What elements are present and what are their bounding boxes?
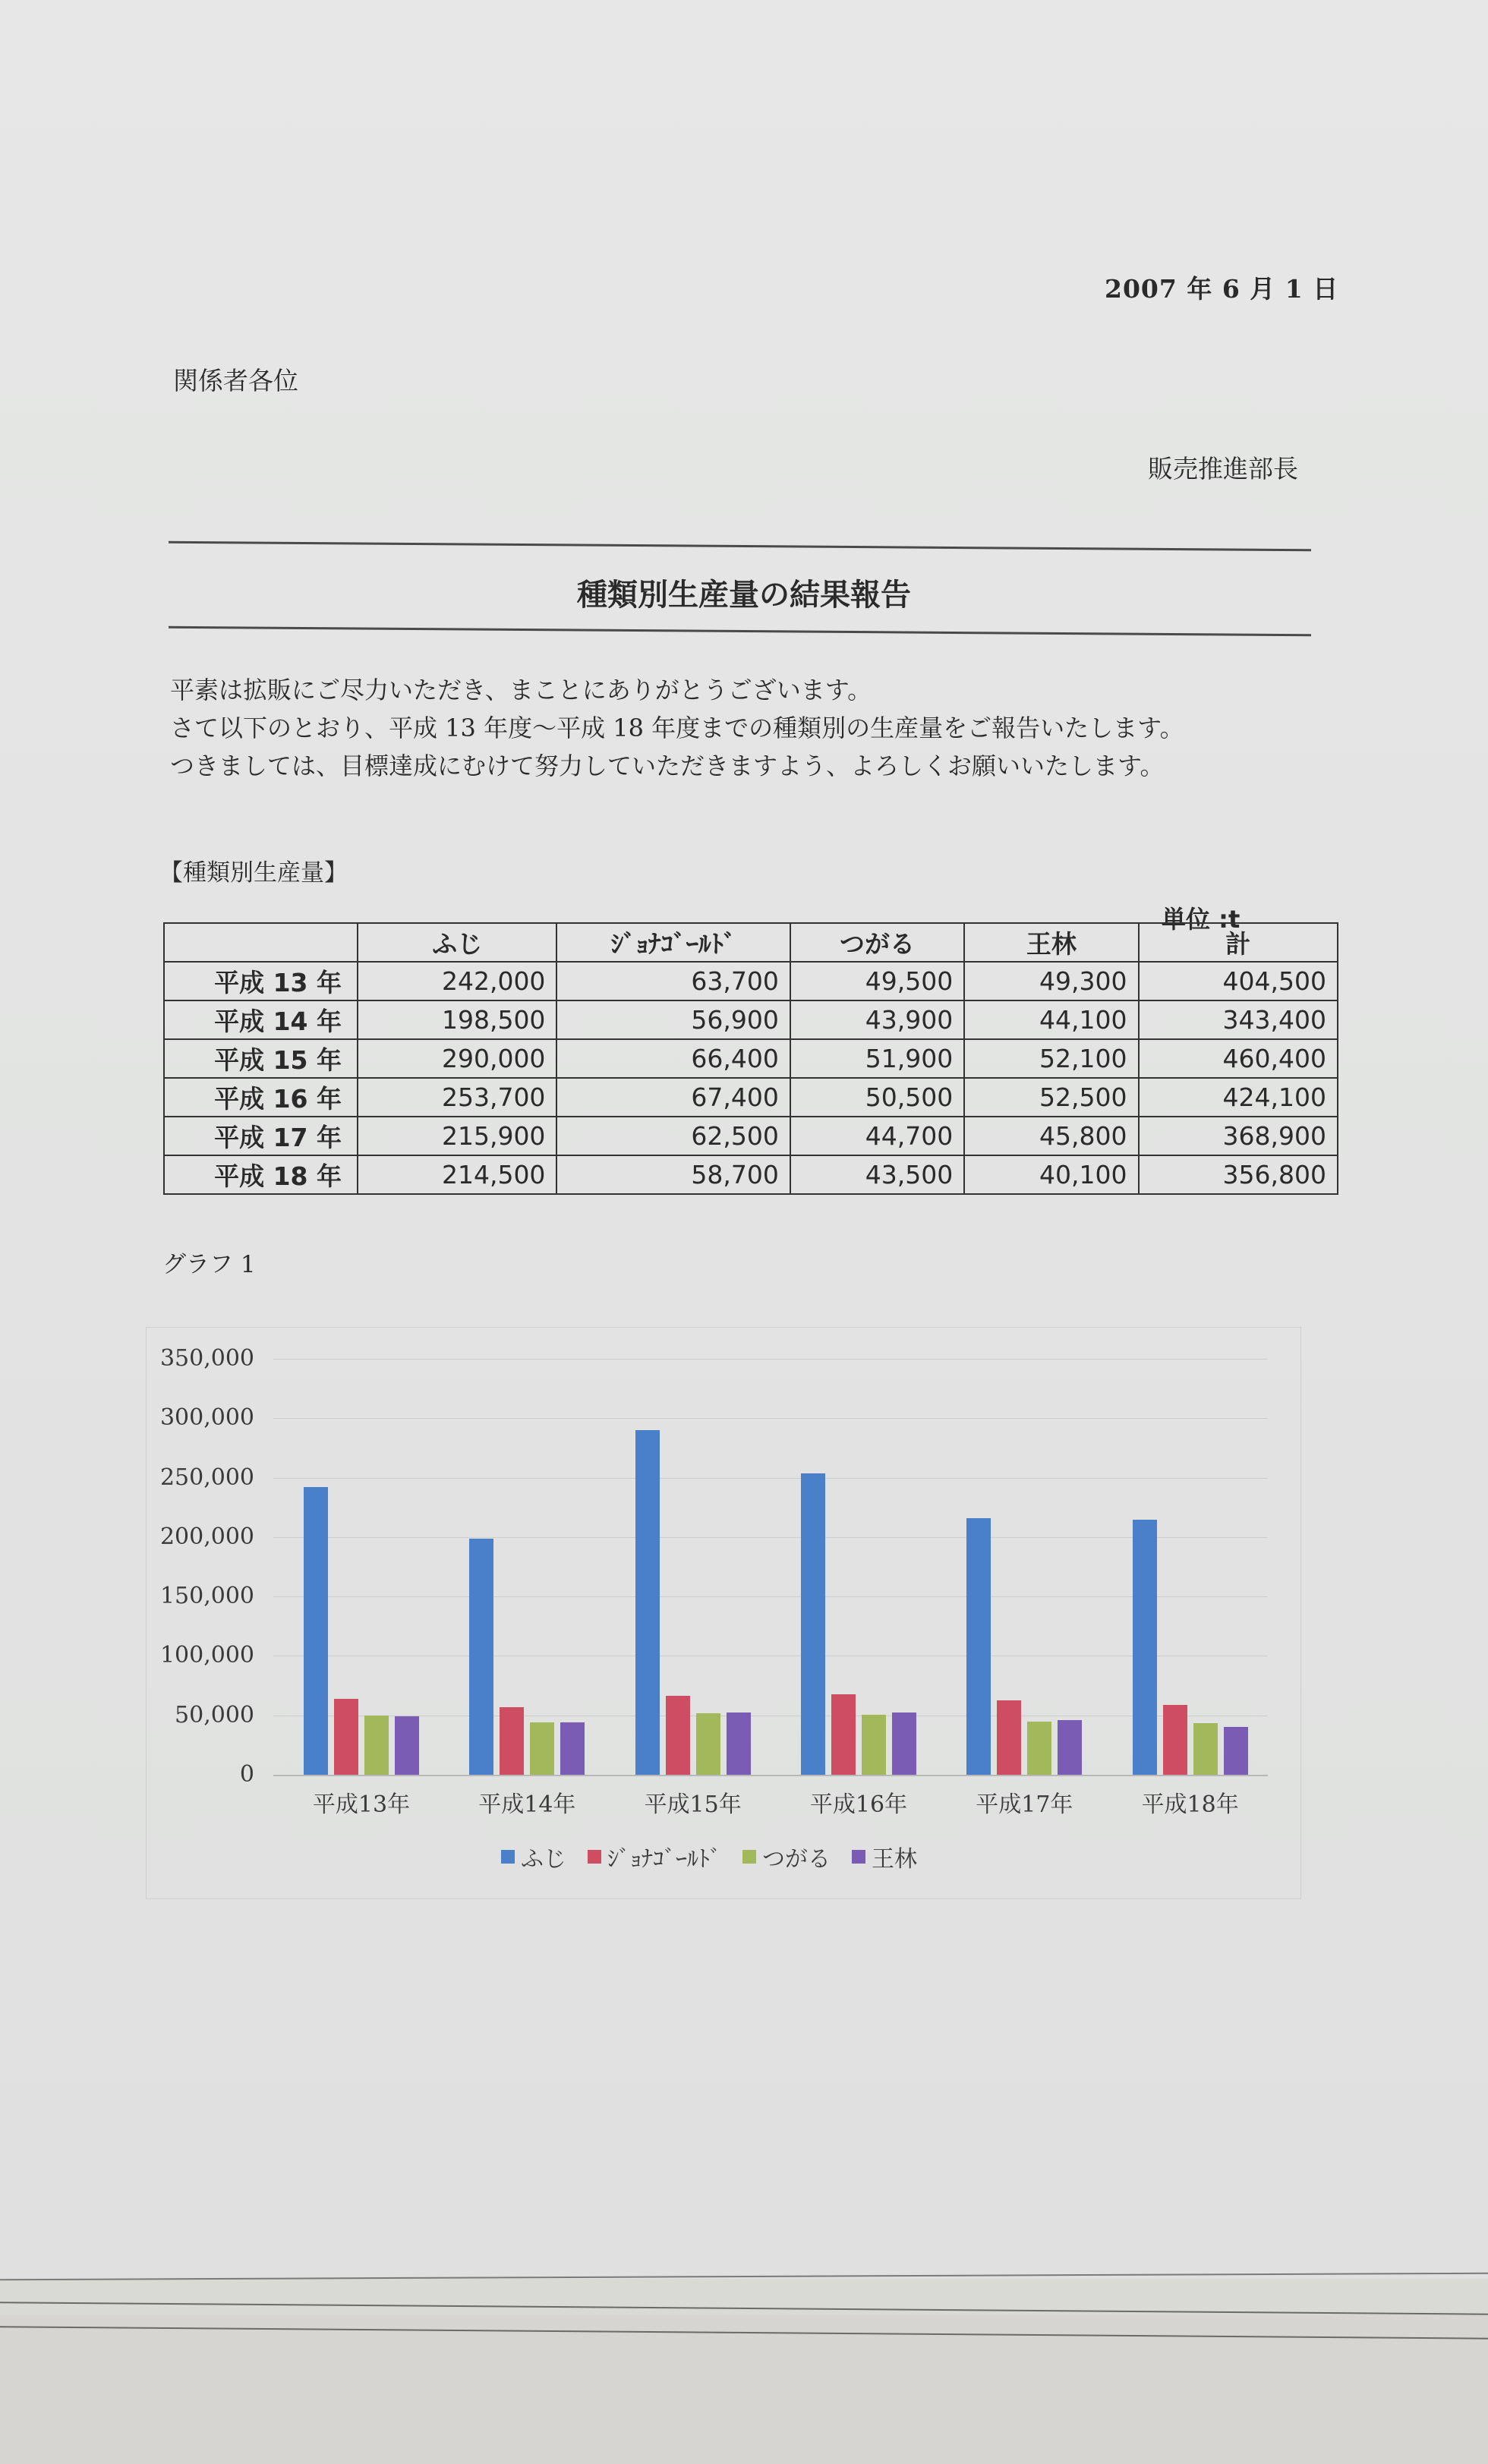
chart-bar (304, 1487, 328, 1775)
gridline (273, 1478, 1268, 1479)
value-cell: 66,400 (556, 1039, 790, 1078)
chart-bar (395, 1716, 419, 1775)
value-cell: 49,300 (964, 962, 1138, 1000)
table-row (164, 1117, 1338, 1155)
row-year-cell: 平成 15 年 (164, 1039, 358, 1078)
table-header-row (164, 923, 1338, 962)
chart-bar (1163, 1705, 1187, 1775)
header-jonagold: ｼﾞｮﾅｺﾞｰﾙﾄﾞ (556, 923, 790, 962)
chart-bar (500, 1707, 524, 1775)
row-year-cell: 平成 14 年 (164, 1000, 358, 1039)
chart-bar (469, 1539, 493, 1775)
y-axis-tick-label: 350,000 (159, 1345, 254, 1372)
value-cell: 58,700 (556, 1155, 790, 1194)
legend-label: つがる (762, 1846, 831, 1873)
legend-item (742, 1840, 831, 1873)
chart-bar (635, 1430, 660, 1775)
value-cell: 44,700 (790, 1117, 964, 1155)
value-cell: 253,700 (358, 1078, 556, 1117)
header-tsugaru: つがる (790, 923, 964, 962)
body-line: さて以下のとおり、平成 13 年度～平成 18 年度までの種類別の生産量をご報告いたします。 (170, 714, 1184, 742)
y-axis-tick-label: 200,000 (159, 1523, 254, 1550)
chart-bar (831, 1694, 856, 1775)
x-axis-line (273, 1775, 1268, 1776)
value-cell: 43,900 (790, 1000, 964, 1039)
legend-label: ふじ (521, 1846, 566, 1873)
chart-bar (966, 1518, 991, 1775)
x-axis-category-label: 平成16年 (809, 1791, 908, 1818)
chart-legend (501, 1840, 917, 1873)
legend-swatch-icon (588, 1850, 601, 1864)
value-cell: 356,800 (1139, 1155, 1338, 1194)
gridline (273, 1596, 1268, 1597)
value-cell: 67,400 (556, 1078, 790, 1117)
chart-bar (727, 1713, 751, 1775)
chart-bar (892, 1713, 916, 1775)
header-total: 計 (1139, 923, 1338, 962)
chart-bar (364, 1716, 389, 1775)
value-cell: 343,400 (1139, 1000, 1338, 1039)
sender: 販売推進部長 (1148, 454, 1298, 484)
legend-label: 王林 (872, 1846, 917, 1873)
y-axis-tick-label: 250,000 (159, 1464, 254, 1491)
body-line: 平素は拡販にご尽力いただき、まことにありがとうございます。 (170, 676, 872, 704)
chart-bar (666, 1696, 690, 1775)
row-year-cell: 平成 18 年 (164, 1155, 358, 1194)
chart-bar (560, 1722, 585, 1775)
chart-bar (696, 1713, 720, 1775)
addressee: 関係者各位 (173, 366, 298, 395)
table-row (164, 1155, 1338, 1194)
y-axis-tick-label: 300,000 (159, 1404, 254, 1432)
value-cell: 40,100 (964, 1155, 1138, 1194)
body-paragraph (170, 671, 1184, 785)
value-cell: 214,500 (358, 1155, 556, 1194)
row-year-cell: 平成 13 年 (164, 962, 358, 1000)
legend-label: ｼﾞｮﾅｺﾞｰﾙﾄﾞ (607, 1846, 721, 1873)
chart-bar (1224, 1727, 1248, 1775)
value-cell: 50,500 (790, 1078, 964, 1117)
header-fuji: ふじ (358, 923, 556, 962)
unit-label: 単位 :t (1162, 905, 1241, 934)
chart-bar (530, 1722, 554, 1775)
legend-swatch-icon (852, 1850, 865, 1864)
chart-bar (1027, 1722, 1051, 1775)
value-cell: 63,700 (556, 962, 790, 1000)
value-cell: 215,900 (358, 1117, 556, 1155)
document-title: 種類別生産量の結果報告 (577, 578, 911, 613)
graph-label: グラフ 1 (162, 1251, 256, 1278)
value-cell: 368,900 (1139, 1117, 1338, 1155)
chart-bar (997, 1700, 1021, 1775)
chart-bar (1193, 1723, 1218, 1775)
gridline (273, 1418, 1268, 1419)
value-cell: 52,100 (964, 1039, 1138, 1078)
chart-bar (334, 1699, 358, 1775)
header-cell-blank (164, 923, 358, 962)
value-cell: 404,500 (1139, 962, 1338, 1000)
table-row (164, 962, 1338, 1000)
body-line: つきましては、目標達成にむけて努力していただきますよう、よろしくお願いいたします。 (170, 751, 1165, 780)
row-year-cell: 平成 16 年 (164, 1078, 358, 1117)
x-axis-category-label: 平成15年 (644, 1791, 742, 1818)
value-cell: 44,100 (964, 1000, 1138, 1039)
document-date: 2007 年 6 月 1 日 (1105, 274, 1339, 304)
table-row (164, 1039, 1338, 1078)
legend-swatch-icon (742, 1850, 756, 1864)
gridline (273, 1537, 1268, 1538)
y-axis-tick-label: 0 (239, 1761, 254, 1788)
gridline (273, 1359, 1268, 1360)
value-cell: 290,000 (358, 1039, 556, 1078)
value-cell: 198,500 (358, 1000, 556, 1039)
legend-item (588, 1840, 721, 1873)
value-cell: 56,900 (556, 1000, 790, 1039)
legend-item (852, 1840, 917, 1873)
value-cell: 51,900 (790, 1039, 964, 1078)
row-year-cell: 平成 17 年 (164, 1117, 358, 1155)
chart-bar (1058, 1720, 1082, 1775)
x-axis-category-label: 平成13年 (312, 1791, 411, 1818)
chart-bar (862, 1715, 886, 1775)
table-row (164, 1000, 1338, 1039)
y-axis-tick-label: 100,000 (159, 1642, 254, 1669)
value-cell: 424,100 (1139, 1078, 1338, 1117)
value-cell: 43,500 (790, 1155, 964, 1194)
legend-item (501, 1840, 566, 1873)
y-axis-tick-label: 50,000 (175, 1701, 254, 1728)
value-cell: 460,400 (1139, 1039, 1338, 1078)
value-cell: 62,500 (556, 1117, 790, 1155)
x-axis-category-label: 平成17年 (976, 1791, 1073, 1818)
x-axis-category-label: 平成18年 (1141, 1791, 1239, 1818)
value-cell: 45,800 (964, 1117, 1138, 1155)
chart-bar (1133, 1520, 1157, 1775)
legend-swatch-icon (501, 1850, 515, 1864)
value-cell: 52,500 (964, 1078, 1138, 1117)
x-axis-category-label: 平成14年 (478, 1791, 576, 1818)
value-cell: 49,500 (790, 962, 964, 1000)
production-table (163, 922, 1338, 1195)
y-axis-tick-label: 150,000 (159, 1583, 254, 1610)
table-row (164, 1078, 1338, 1117)
chart-bar (801, 1473, 825, 1775)
section-label: 【種類別生産量】 (159, 859, 348, 887)
value-cell: 242,000 (358, 962, 556, 1000)
header-orin: 王林 (964, 923, 1138, 962)
